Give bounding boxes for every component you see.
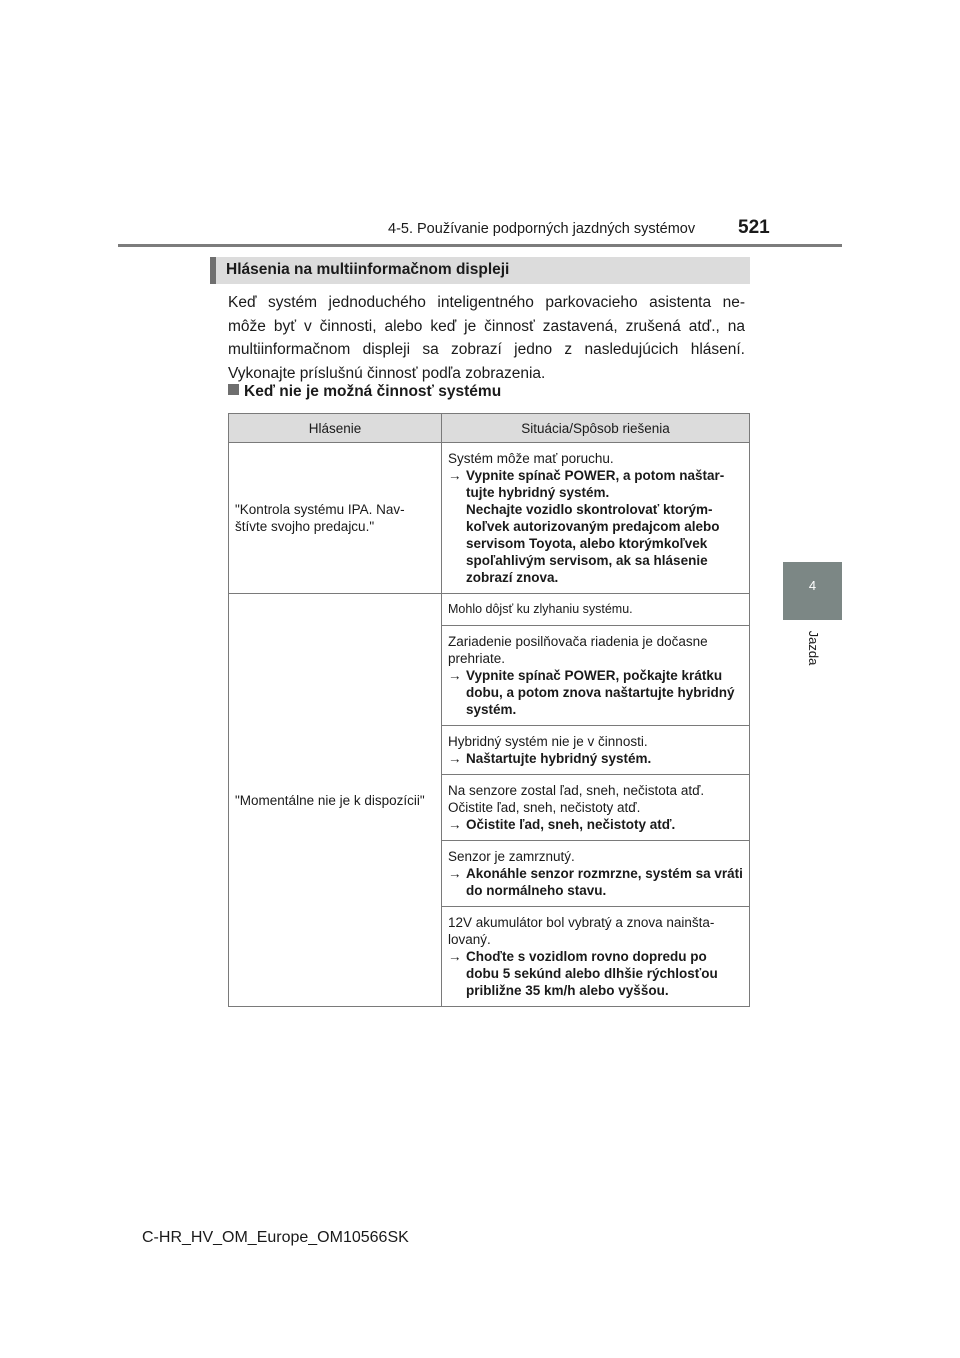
section-heading-bar: [210, 257, 216, 284]
square-bullet-icon: [228, 384, 239, 395]
sub-heading: [228, 383, 501, 401]
situation-cell: [442, 594, 750, 626]
sub-heading-text: Keď nie je možná činnosť systému: [244, 383, 502, 400]
action-text: Očistite ľad, sneh, nečistoty atď.: [466, 817, 676, 832]
situation-text: Senzor je zamrznutý.: [448, 849, 575, 864]
message-cell: "Kontrola systému IPA. Nav-štívte svojho predajcu.": [229, 443, 442, 594]
arrow-right-icon: →: [448, 468, 462, 483]
action-item: [448, 865, 743, 899]
intro-paragraph: [228, 291, 745, 385]
situation-cell: [442, 443, 750, 594]
action-text: Vypnite spínač POWER, a potom naštar-tujte hybridný systém.: [466, 468, 725, 500]
action-item: [448, 816, 743, 833]
situation-text: Na senzore zostal ľad, sneh, nečistota atď.: [448, 783, 705, 798]
header-divider: [118, 244, 842, 247]
action-note: Nechajte vozidlo skontrolovať ktorým-koľvek autorizovaným predajcom alebo servisom Toyota, alebo ktorýmkoľvek spoľahlivým servisom, ak sa hlásenie zobrazí znova.: [466, 502, 720, 585]
section-heading-text: Hlásenia na multiinformačnom displeji: [226, 261, 510, 278]
situation-cell: [442, 841, 750, 907]
chapter-tab-number: 4: [808, 578, 817, 593]
action-item: [448, 948, 743, 999]
arrow-right-icon: →: [448, 817, 462, 832]
action-text: Naštartujte hybridný systém.: [466, 751, 652, 766]
situation-text: Zariadenie posilňovača riadenia je dočasne prehriate.: [448, 634, 708, 666]
chapter-tab-label: Jazda: [806, 630, 821, 666]
action-text: Vypnite spínač POWER, počkajte krátku dobu, a potom znova naštartujte hybridný systém.: [466, 668, 735, 717]
situation-cell: [442, 726, 750, 775]
header-section-title: 4-5. Používanie podporných jazdných systémov: [388, 221, 696, 237]
page-number: 521: [738, 217, 770, 238]
situation-text: Hybridný systém nie je v činnosti.: [448, 734, 648, 749]
message-cell: "Momentálne nie je k dispozícii": [229, 594, 442, 1007]
table-row: [229, 594, 750, 626]
situation-cell: [442, 775, 750, 841]
section-heading: [210, 257, 750, 284]
intro-line: Keď systém jednoduchého inteligentného parkovacieho asistenta ne-: [228, 294, 745, 311]
column-header-situation: Situácia/Spôsob riešenia: [442, 414, 750, 443]
intro-line: multiinformačnom displeji sa zobrazí jedno z nasledujúcich hlásení.: [228, 341, 745, 358]
situation-text: Očistite ľad, sneh, nečistoty atď.: [448, 800, 641, 815]
column-header-message: Hlásenie: [229, 414, 442, 443]
table-row: [229, 443, 750, 594]
arrow-right-icon: →: [448, 949, 462, 964]
arrow-right-icon: →: [448, 751, 462, 766]
action-text: Akonáhle senzor rozmrzne, systém sa vráti do normálneho stavu.: [466, 866, 743, 898]
situation-text: Mohlo dôjsť ku zlyhaniu systému.: [448, 602, 633, 616]
action-item: [448, 467, 743, 501]
situation-cell: [442, 907, 750, 1007]
intro-line: Vykonajte príslušnú činnosť podľa zobrazenia.: [228, 364, 546, 382]
situation-text: 12V akumulátor bol vybratý a znova nainšta-lovaný.: [448, 915, 715, 947]
intro-line: môže byť v činnosti, alebo keď je činnosť zastavená, zrušená atď., na: [228, 317, 745, 335]
action-text: Choďte s vozidlom rovno dopredu po dobu 5 sekúnd alebo dlhšie rýchlosťou približne 35 km/h alebo vyššou.: [466, 949, 718, 998]
action-item: [448, 750, 743, 767]
arrow-right-icon: →: [448, 866, 462, 881]
messages-table: [228, 413, 750, 1007]
situation-cell: [442, 626, 750, 726]
arrow-right-icon: →: [448, 668, 462, 683]
table-header-row: [229, 414, 750, 443]
document-code: C-HR_HV_OM_Europe_OM10566SK: [142, 1229, 409, 1246]
situation-text: Systém môže mať poruchu.: [448, 451, 614, 466]
action-item: [448, 667, 743, 718]
